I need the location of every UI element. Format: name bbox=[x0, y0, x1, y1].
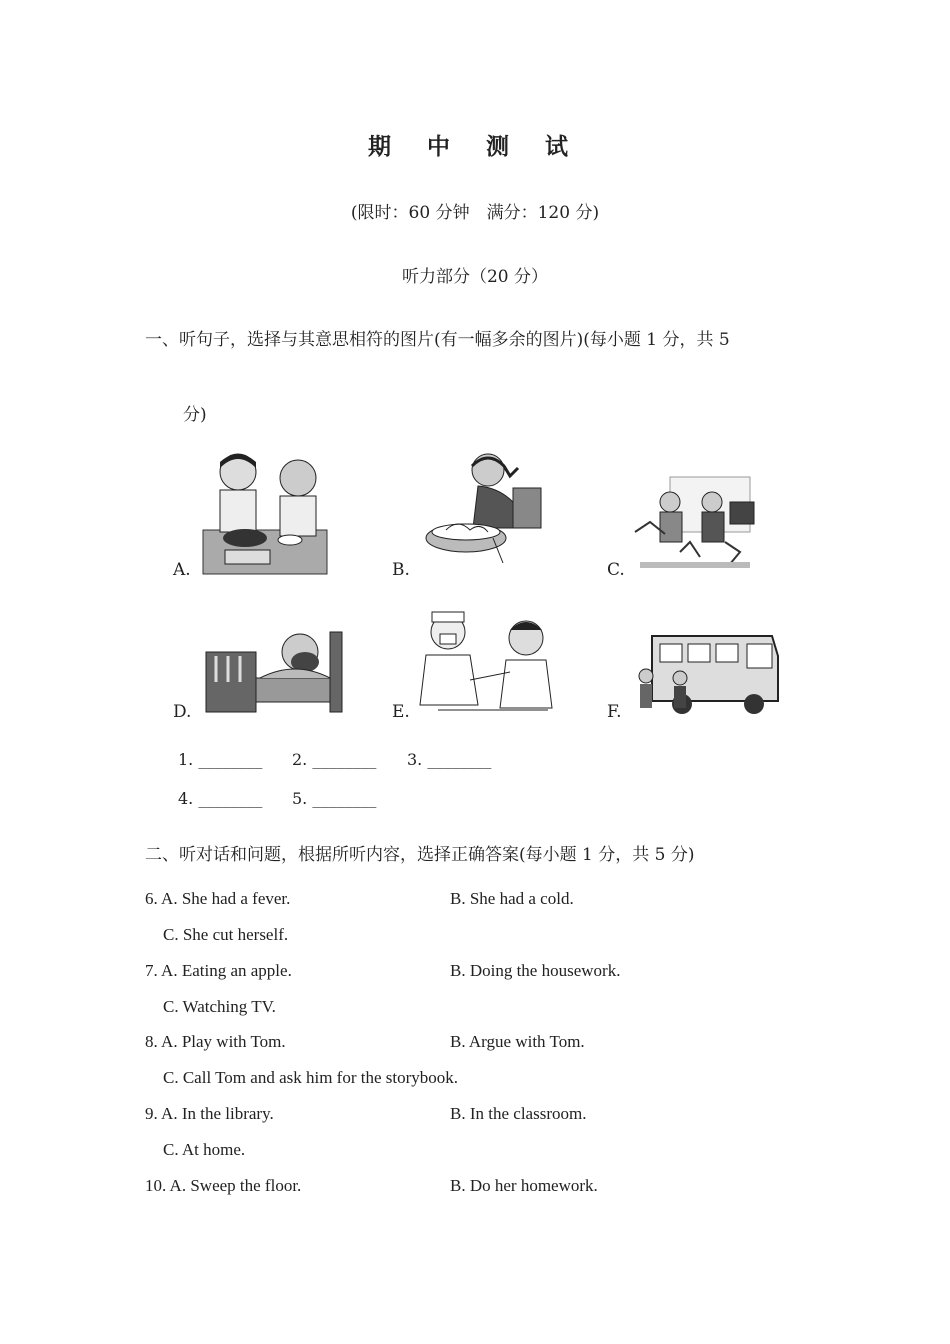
answer-blank-2[interactable]: 2. ________ bbox=[292, 750, 377, 769]
q10-option-a: 10. A. Sweep the floor. bbox=[145, 1176, 302, 1195]
two-boys-cooking-icon bbox=[200, 450, 330, 578]
q9-option-b: B. In the classroom. bbox=[450, 1104, 587, 1123]
sick-child-in-bed-icon bbox=[200, 622, 348, 718]
listening-section-header: 听力部分（20 分） bbox=[401, 267, 549, 287]
children-with-bus-icon bbox=[632, 626, 782, 718]
q8-option-c: C. Call Tom and ask him for the storybook. bbox=[163, 1068, 459, 1087]
q9-option-a: 9. A. In the library. bbox=[145, 1104, 274, 1123]
option-a-label: A. bbox=[173, 560, 191, 580]
answer-blank-5[interactable]: 5. ________ bbox=[292, 789, 377, 808]
option-d-label: D. bbox=[173, 702, 192, 722]
q10-option-b: B. Do her homework. bbox=[450, 1176, 598, 1195]
q8-option-b: B. Argue with Tom. bbox=[450, 1032, 585, 1051]
q7-option-a: 7. A. Eating an apple. bbox=[145, 961, 292, 980]
q9-option-c: C. At home. bbox=[163, 1140, 246, 1159]
section2-heading: 二、听对话和问题，根据所听内容，选择正确答案(每小题 1 分，共 5 分) bbox=[145, 845, 695, 865]
girl-washing-clothes-icon bbox=[418, 448, 548, 576]
kids-messy-room-icon bbox=[630, 472, 760, 580]
section1-heading: 一、听句子，选择与其意思相符的图片(有一幅多余的图片)(每小题 1 分，共 5 bbox=[145, 330, 730, 350]
option-e-label: E. bbox=[392, 702, 410, 722]
time-score-limits: (限时：60 分钟 满分：120 分) bbox=[350, 203, 600, 223]
option-b-label: B. bbox=[392, 560, 410, 580]
q7-option-b: B. Doing the housework. bbox=[450, 961, 621, 980]
option-f-label: F. bbox=[607, 702, 622, 722]
q6-option-b: B. She had a cold. bbox=[450, 889, 574, 908]
q6-option-a: 6. A. She had a fever. bbox=[145, 889, 291, 908]
q7-option-c: C. Watching TV. bbox=[163, 997, 276, 1016]
section1-heading-cont: 分) bbox=[183, 405, 207, 425]
option-c-label: C. bbox=[607, 560, 625, 580]
answer-blank-4[interactable]: 4. ________ bbox=[178, 789, 263, 808]
answer-blank-1[interactable]: 1. ________ bbox=[178, 750, 263, 769]
q6-option-c: C. She cut herself. bbox=[163, 925, 289, 944]
answer-blank-3[interactable]: 3. ________ bbox=[407, 750, 492, 769]
page-title: 期 中 测 试 bbox=[367, 133, 583, 160]
doctor-with-patient-icon bbox=[418, 610, 558, 716]
q8-option-a: 8. A. Play with Tom. bbox=[145, 1032, 286, 1051]
